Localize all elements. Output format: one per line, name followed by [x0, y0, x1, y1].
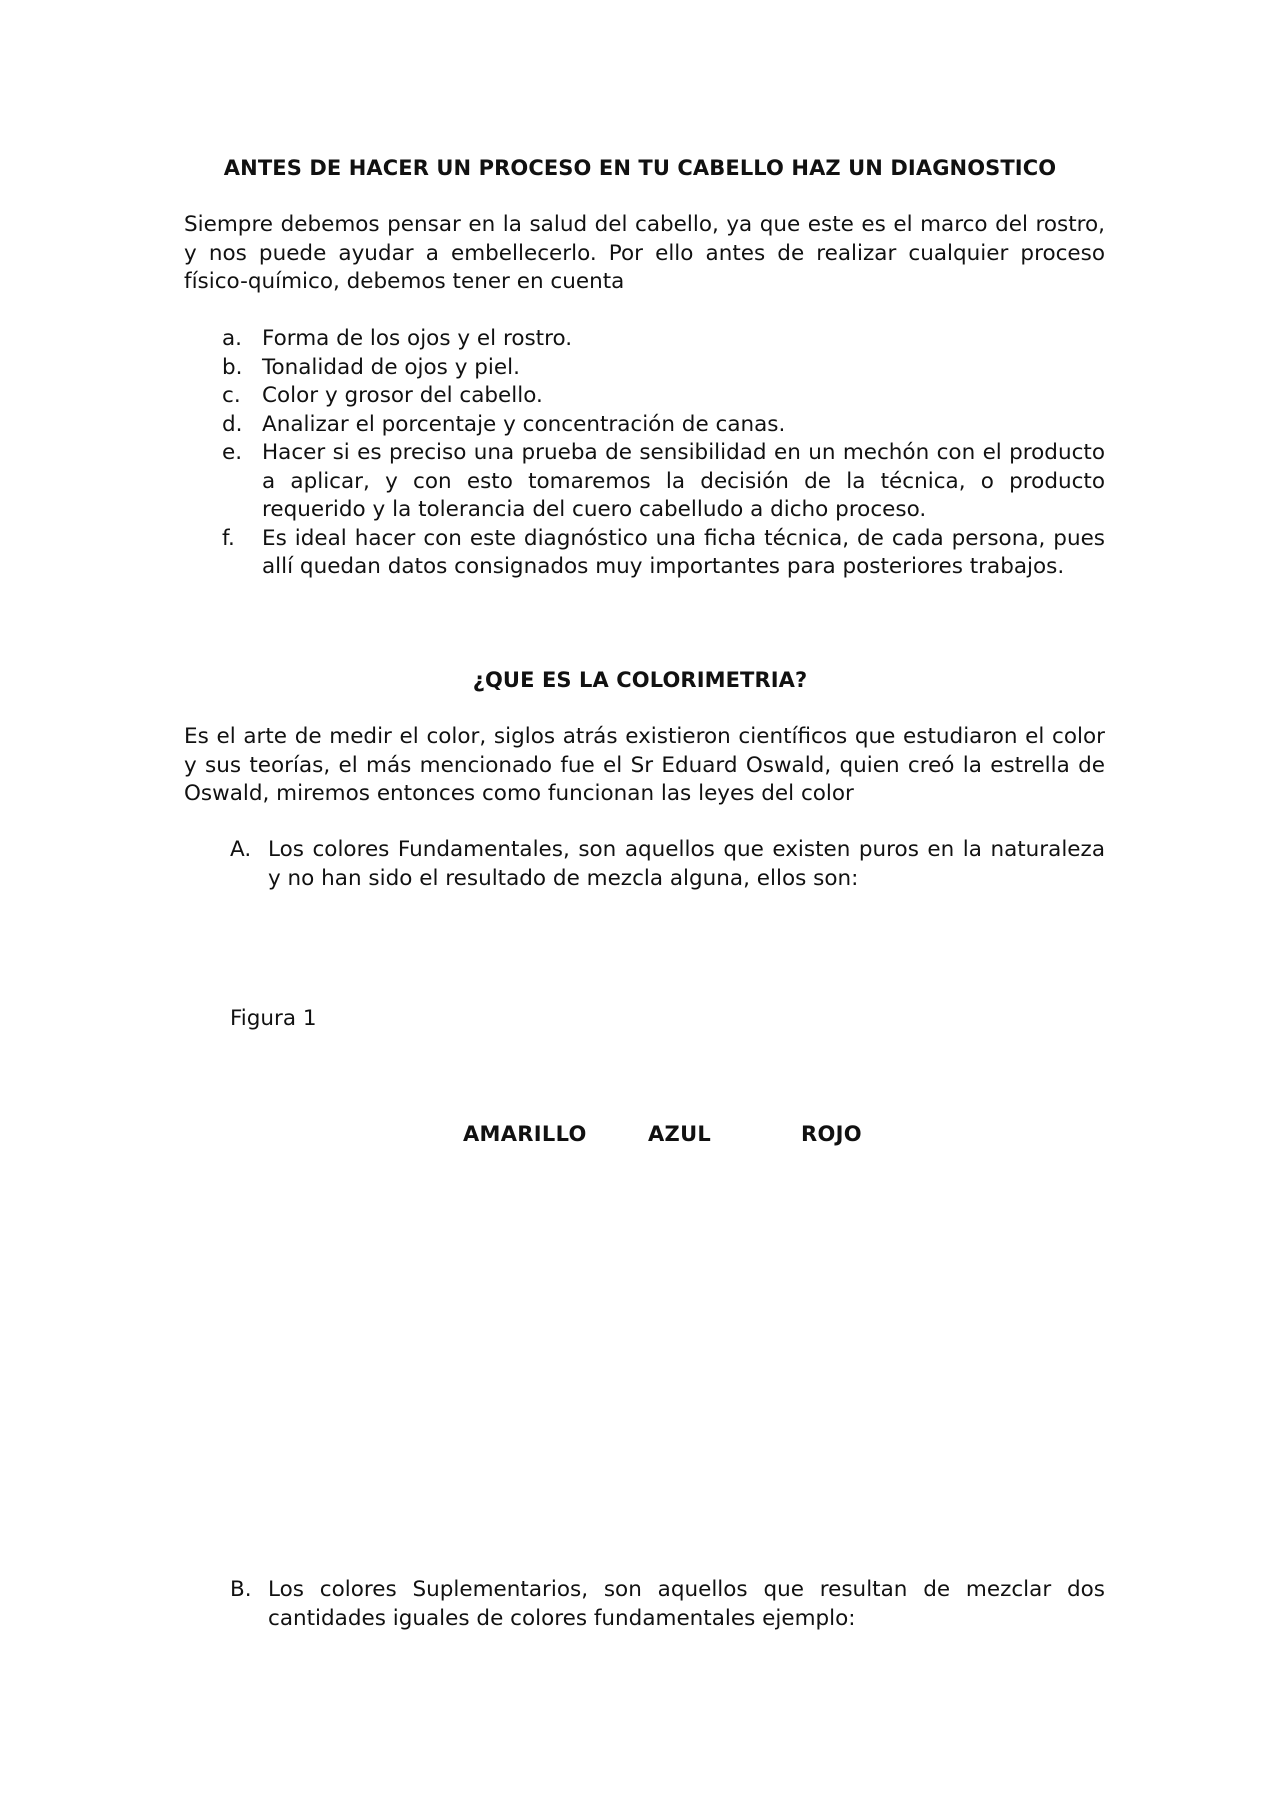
list-item [184, 382, 1105, 411]
intro-paragraph-diagnostico: Siempre debemos pensar en la salud del cabello, ya que este es el marco del rostro, y nos puede ayudar a embellecerlo. Por ello antes de realizar cualquier proceso físico-químico, debemos tener en cuenta [184, 212, 1105, 294]
list-item [184, 836, 1105, 893]
list-marker: f. [222, 525, 235, 551]
list-marker: c. [222, 383, 241, 408]
list-item-text: Color y grosor del cabello. [262, 383, 543, 408]
list-item [184, 354, 1105, 383]
list-marker: B. [230, 1577, 252, 1602]
figure-caption: Figura 1 [230, 1006, 317, 1031]
list-item-text: Analizar el porcentaje y concentración de canas. [262, 411, 786, 437]
section-title-colorimetria: ¿QUE ES LA COLORIMETRIA? [472, 668, 808, 692]
list-item-text: Los colores Suplementarios, son aquellos que resultan de mezclar dos cantidades iguales de colores fundamentales ejemplo: [268, 1577, 1105, 1631]
color-label-rojo: ROJO [801, 1122, 862, 1146]
list-item [184, 411, 1105, 440]
list-marker: d. [222, 411, 243, 437]
section-title-diagnostico: ANTES DE HACER UN PROCESO EN TU CABELLO HAZ UN DIAGNOSTICO [223, 156, 1057, 180]
list-item-text: Es ideal hacer con este diagnóstico una ficha técnica, de cada persona, pues allí quedan datos consignados muy importantes para posteriores trabajos. [262, 525, 1105, 579]
list-item [184, 439, 1105, 525]
list-item-text: Forma de los ojos y el rostro. [262, 326, 573, 351]
list-item [184, 525, 1105, 582]
list-item [184, 1576, 1105, 1633]
list-marker: A. [230, 837, 252, 862]
list-marker: b. [222, 354, 243, 380]
list-item [184, 325, 1105, 354]
colorimetry-list-b [184, 1576, 1105, 1633]
list-item-text: Hacer si es preciso una prueba de sensibilidad en un mechón con el producto a aplicar, y con esto tomaremos la decisión de la técnica, o producto requerido y la tolerancia del cuero cabelludo a dicho proceso. [262, 440, 1105, 522]
color-label-amarillo: AMARILLO [463, 1122, 587, 1146]
intro-paragraph-colorimetria: Es el arte de medir el color, siglos atrás existieron científicos que estudiaron el color y sus teorías, el más mencionado fue el Sr Eduard Oswald, quien creó la estrella de Oswald, miremos entonces como funcionan las leyes del color [184, 724, 1105, 806]
color-label-azul: AZUL [648, 1122, 712, 1146]
colorimetry-list-a [184, 836, 1105, 893]
list-marker: a. [222, 326, 243, 351]
list-marker: e. [222, 440, 243, 465]
diagnostic-checklist [184, 325, 1105, 582]
list-item-text: Tonalidad de ojos y piel. [262, 354, 520, 380]
list-item-text: Los colores Fundamentales, son aquellos que existen puros en la naturaleza y no han sido el resultado de mezcla alguna, ellos son: [268, 837, 1105, 891]
